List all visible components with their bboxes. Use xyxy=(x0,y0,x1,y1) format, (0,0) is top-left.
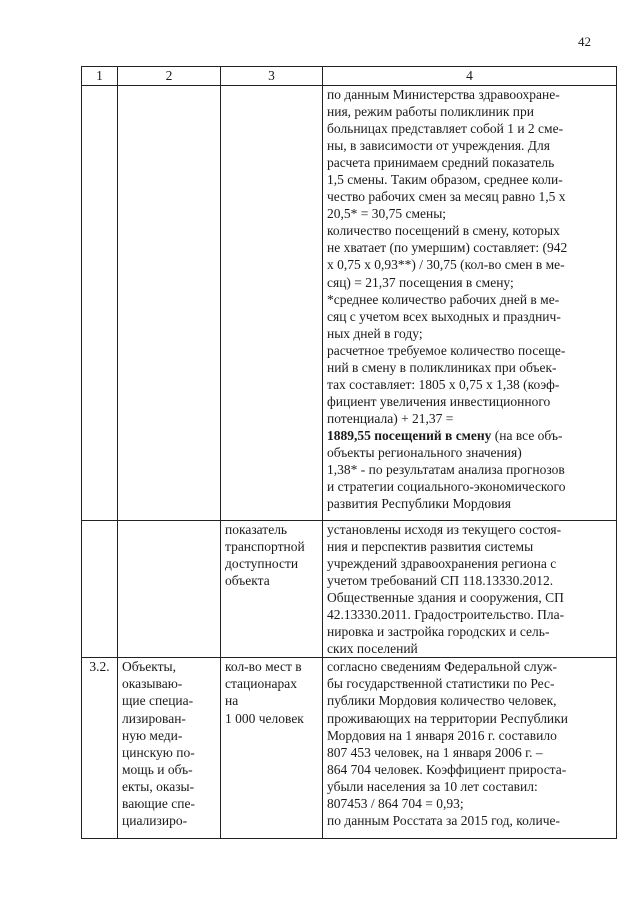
text-line: чество рабочих смен за месяц равно 1,5 х xyxy=(327,189,566,205)
text-line: больницах представляет собой 1 и 2 сме- xyxy=(327,121,564,137)
text-line: сяц) = 21,37 посещения в смену; xyxy=(327,274,514,290)
text-line: проживающих на территории Республики xyxy=(327,710,568,726)
text-line: расчета принимаем средний показатель xyxy=(327,155,555,171)
text-line: убыли населения за 10 лет составил: xyxy=(327,778,538,794)
object-cell xyxy=(118,86,221,521)
header-col-4: 4 xyxy=(323,67,617,86)
table-row xyxy=(82,658,617,839)
row-number-cell: 3.2. xyxy=(82,658,118,839)
indicator-cell xyxy=(221,521,323,658)
text-line: учетом требований СП 118.13330.2012. xyxy=(327,573,554,589)
text-line: количество посещений в смену, которых xyxy=(327,223,560,239)
text-line: 807453 / 864 704 = 0,93; xyxy=(327,795,464,811)
object-cell xyxy=(118,521,221,658)
page-number: 42 xyxy=(578,34,591,49)
text-line: стационарах xyxy=(225,676,297,692)
text-line: объекта xyxy=(225,573,270,589)
text-line: Объекты, xyxy=(122,659,176,675)
text-line: 20,5* = 30,75 смены; xyxy=(327,206,447,222)
text-line: 1,38* - по результатам анализа прогнозов xyxy=(327,462,565,478)
justification-cell xyxy=(323,86,617,521)
indicator-cell xyxy=(221,86,323,521)
text-line: учреждений здравоохранения региона с xyxy=(327,556,557,572)
text-line xyxy=(327,427,612,444)
text-line: 1,5 смены. Таким образом, среднее коли- xyxy=(327,172,563,188)
text-line: развития Республики Мордовия xyxy=(327,496,511,512)
text-line: по данным Министерства здравоохране- xyxy=(327,87,560,102)
justification-cell xyxy=(323,521,617,658)
text-line: публики Мордовия количество человек, xyxy=(327,693,557,709)
indicator-cell xyxy=(221,658,323,839)
text-line: на xyxy=(225,693,239,709)
text-line: ны, в зависимости от учреждения. Для xyxy=(327,138,550,154)
text-line: екты, оказы- xyxy=(122,778,195,794)
text-line: ния, режим работы поликлиник при xyxy=(327,104,535,120)
text-line: Мордовия на 1 января 2016 г. составило xyxy=(327,727,557,743)
text-line: бы государственной статистики по Рес- xyxy=(327,676,555,692)
row-number-cell xyxy=(82,86,118,521)
row-number-cell xyxy=(82,521,118,658)
text-line: нировка и застройка городских и сель- xyxy=(327,624,550,640)
text-line: потенциала) + 21,37 = xyxy=(327,410,454,426)
text-line: оказываю- xyxy=(122,676,183,692)
text-line: сяц с учетом всех выходных и празднич- xyxy=(327,308,561,324)
text-line: объекты регионального значения) xyxy=(327,444,522,460)
text-line: циализиро- xyxy=(122,812,188,828)
text-line: расчетное требуемое количество посеще- xyxy=(327,342,566,358)
text-line: цинскую по- xyxy=(122,744,195,760)
text-line: 807 453 человек, на 1 января 2006 г. – xyxy=(327,744,543,760)
result-note: (на все объ- xyxy=(491,427,563,443)
object-cell xyxy=(118,658,221,839)
document-table xyxy=(81,66,617,839)
table-row xyxy=(82,86,617,521)
text-line: ний в смену в поликлиниках при объек- xyxy=(327,359,557,375)
text-line: по данным Росстата за 2015 год, количе- xyxy=(327,812,560,828)
text-line: транспортной xyxy=(225,539,305,555)
text-line: вающие спе- xyxy=(122,795,195,811)
text-line: установлены исходя из текущего состоя- xyxy=(327,522,562,537)
text-line: кол-во мест в xyxy=(225,659,302,675)
text-line: Общественные здания и сооружения, СП xyxy=(327,590,564,606)
text-line: мощь и объ- xyxy=(122,761,193,777)
header-col-3: 3 xyxy=(221,67,323,86)
text-line: лизирован- xyxy=(122,710,186,726)
text-line: фициент увеличения инвестиционного xyxy=(327,393,551,409)
result-value: 1889,55 посещений в смену xyxy=(327,427,492,443)
text-line: согласно сведениям Федеральной служ- xyxy=(327,659,557,675)
text-line: и стратегии социального-экономического xyxy=(327,479,566,495)
text-line: тах составляет: 1805 х 0,75 х 1,38 (коэф- xyxy=(327,376,560,392)
text-line: ских поселений xyxy=(327,641,418,657)
text-line: 1 000 человек xyxy=(225,710,304,726)
text-line: ных дней в году; xyxy=(327,325,423,341)
text-line: не хватает (по умершим) составляет: (942 xyxy=(327,240,568,256)
header-col-2: 2 xyxy=(118,67,221,86)
table-row xyxy=(82,521,617,658)
text-line: ния и перспектив развития системы xyxy=(327,539,534,555)
text-line: доступности xyxy=(225,556,299,572)
header-col-1: 1 xyxy=(82,67,118,86)
text-line: 42.13330.2011. Градостроительство. Пла- xyxy=(327,607,565,623)
text-line: ную меди- xyxy=(122,727,183,743)
text-line: *среднее количество рабочих дней в ме- xyxy=(327,291,560,307)
text-line: щие специа- xyxy=(122,693,194,709)
table-header-row xyxy=(82,67,617,86)
text-line: х 0,75 х 0,93**) / 30,75 (кол-во смен в ме- xyxy=(327,257,565,273)
text-line: показатель xyxy=(225,522,288,537)
justification-cell xyxy=(323,658,617,839)
text-line: 864 704 человек. Коэффициент прироста- xyxy=(327,761,567,777)
